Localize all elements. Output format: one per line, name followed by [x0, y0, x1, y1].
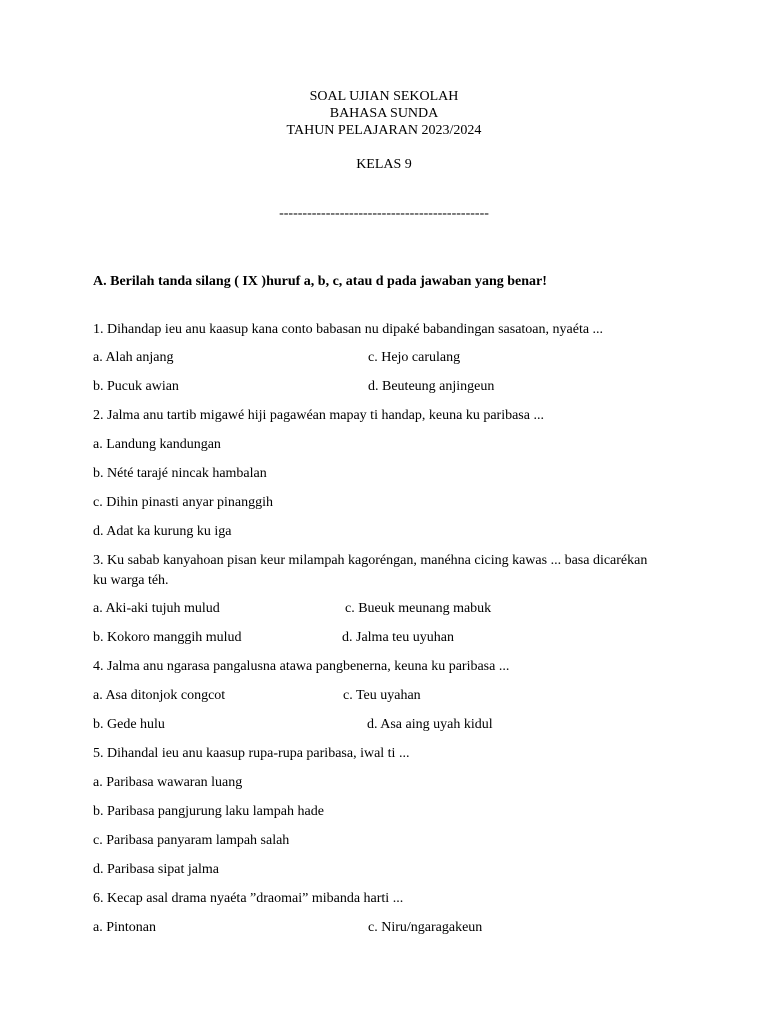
- q4-option-a: a. Asa ditonjok congcot: [93, 688, 226, 703]
- q3-option-b: b. Kokoro manggih mulud: [93, 630, 242, 645]
- header-subject: BAHASA SUNDA: [329, 106, 439, 121]
- q4-option-b: b. Gede hulu: [93, 717, 165, 732]
- q4-option-d: d. Asa aing uyah kidul: [367, 717, 493, 732]
- question-4: 4. Jalma anu ngarasa pangalusna atawa pangbenerna, keuna ku paribasa ...: [93, 659, 510, 674]
- q5-option-b: b. Paribasa pangjurung laku lampah hade: [93, 804, 324, 819]
- q3-option-c: c. Bueuk meunang mabuk: [345, 601, 492, 616]
- q1-option-a: a. Alah anjang: [93, 350, 174, 365]
- q1-option-d: d. Beuteung anjingeun: [368, 379, 495, 394]
- q1-option-b: b. Pucuk awian: [93, 379, 179, 394]
- q5-option-a: a. Paribasa wawaran luang: [93, 775, 243, 790]
- question-3: 3. Ku sabab kanyahoan pisan keur milampah kagoréngan, manéhna cicing kawas ... basa dicarékan ku warga téh.: [93, 553, 648, 588]
- q2-option-d: d. Adat ka kurung ku iga: [93, 524, 232, 539]
- q2-option-b: b. Nété tarajé nincak hambalan: [93, 466, 267, 481]
- q2-option-a: a. Landung kandungan: [93, 437, 221, 452]
- q6-option-c: c. Niru/ngaragakeun: [368, 920, 483, 935]
- section-a-instruction: A. Berilah tanda silang ( IX )huruf a, b, c, atau d pada jawaban yang benar!: [93, 274, 547, 289]
- q3-option-d: d. Jalma teu uyuhan: [342, 630, 454, 645]
- q1-option-c: c. Hejo carulang: [368, 350, 461, 365]
- question-1: 1. Dihandap ieu anu kaasup kana conto babasan nu dipaké babandingan sasatoan, nyaéta ...: [93, 322, 604, 337]
- q4-option-c: c. Teu uyahan: [343, 688, 421, 703]
- q5-option-c: c. Paribasa panyaram lampah salah: [93, 833, 290, 848]
- q5-option-d: d. Paribasa sipat jalma: [93, 862, 219, 877]
- header-divider: ---------------------------------------------: [279, 206, 489, 221]
- question-5: 5. Dihandal ieu anu kaasup rupa-rupa paribasa, iwal ti ...: [93, 746, 410, 761]
- header-year: TAHUN PELAJARAN 2023/2024: [286, 123, 482, 138]
- q3-option-a: a. Aki-aki tujuh mulud: [93, 601, 220, 616]
- header-title: SOAL UJIAN SEKOLAH: [309, 89, 459, 104]
- header-class: KELAS 9: [356, 157, 412, 172]
- question-6: 6. Kecap asal drama nyaéta ”draomai” mibanda harti ...: [93, 891, 404, 906]
- question-2: 2. Jalma anu tartib migawé hiji pagawéan mapay ti handap, keuna ku paribasa ...: [93, 408, 544, 423]
- q6-option-a: a. Pintonan: [93, 920, 156, 935]
- q2-option-c: c. Dihin pinasti anyar pinanggih: [93, 495, 274, 510]
